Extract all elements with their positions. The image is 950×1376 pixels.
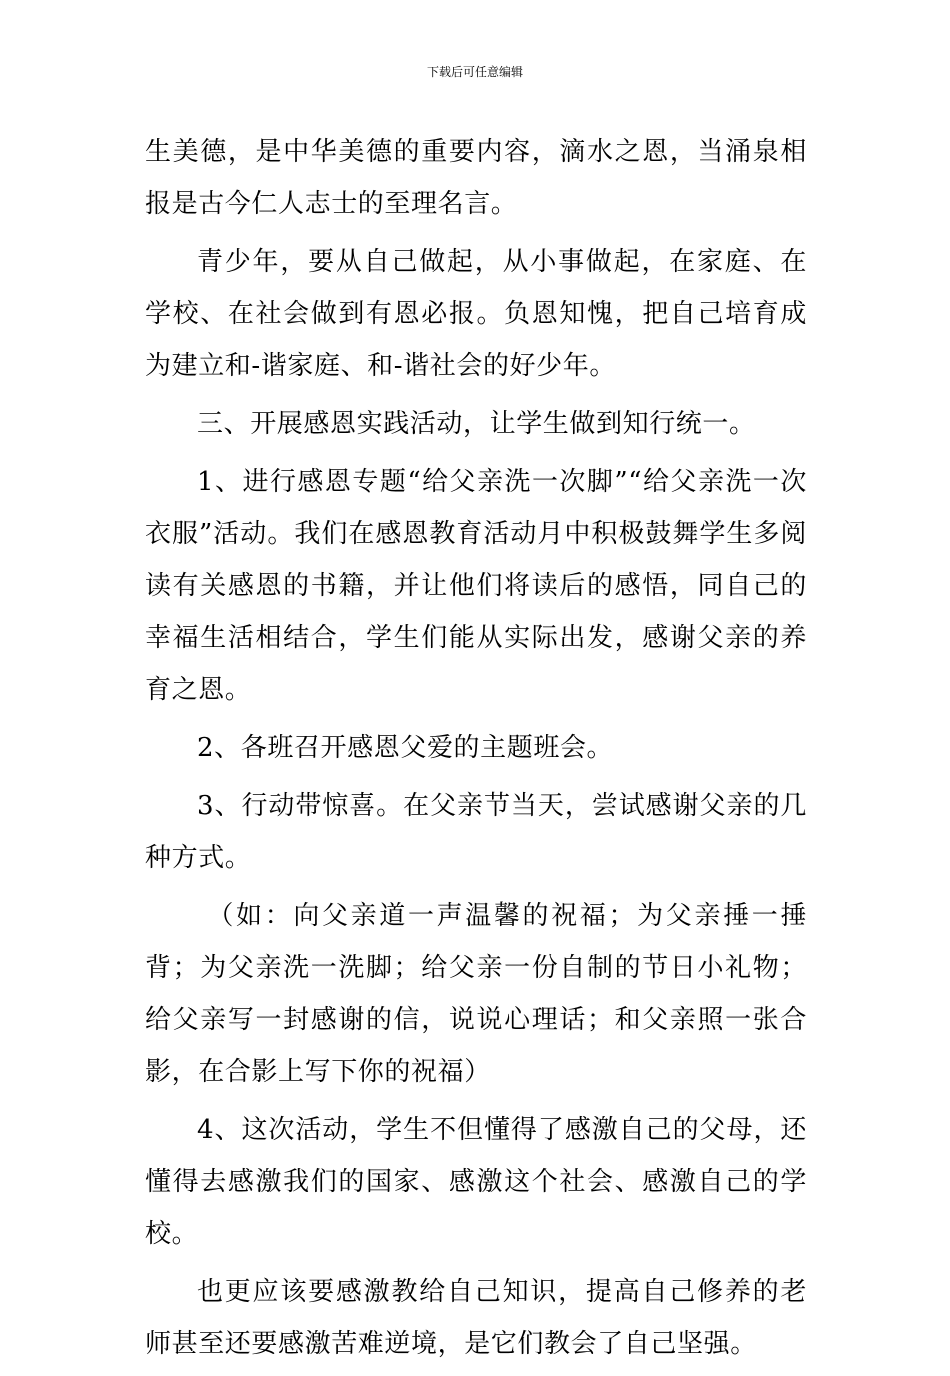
document-body: [145, 126, 807, 1376]
paragraph-9: 也更应该要感激教给自己知识，提高自己修养的老师甚至还要感激苦难逆境，是它们教会了自己坚强。: [145, 1277, 807, 1359]
paragraph-3: 三、开展感恩实践活动，让学生做到知行统一。: [197, 409, 756, 439]
paragraph-5: 2、各班召开感恩父爱的主题班会。: [197, 733, 614, 763]
paragraph-7: （如：向父亲道一声温馨的祝福；为父亲捶一捶背；为父亲洗一洗脚；给父亲一份自制的节日小礼物；给父亲写一封感谢的信，说说心理话；和父亲照一张合影，在合影上写下你的祝福）: [145, 901, 807, 1087]
paragraph-8: 4、这次活动，学生不但懂得了感激自己的父母，还懂得去感激我们的国家、感激这个社会、感激自己的学校。: [145, 1115, 807, 1249]
paragraph-2: 青少年，要从自己做起，从小事做起，在家庭、在学校、在社会做到有恩必报。负恩知愧，把自己培育成为建立和-谐家庭、和-谐社会的好少年。: [145, 247, 807, 381]
page-header: 下载后可任意编辑: [426, 65, 523, 79]
paragraph-1: 生美德，是中华美德的重要内容，滴水之恩，当涌泉相报是古今仁人志士的至理名言。: [145, 137, 807, 219]
paragraph-4: 1、进行感恩专题“给父亲洗一次脚”“给父亲洗一次衣服”活动。我们在感恩教育活动月中积极鼓舞学生多阅读有关感恩的书籍，并让他们将读后的感悟，同自己的幸福生活相结合，学生们能从实际出发，感谢父亲的养育之恩。: [145, 467, 807, 705]
paragraph-6: 3、行动带惊喜。在父亲节当天，尝试感谢父亲的几种方式。: [145, 791, 807, 873]
